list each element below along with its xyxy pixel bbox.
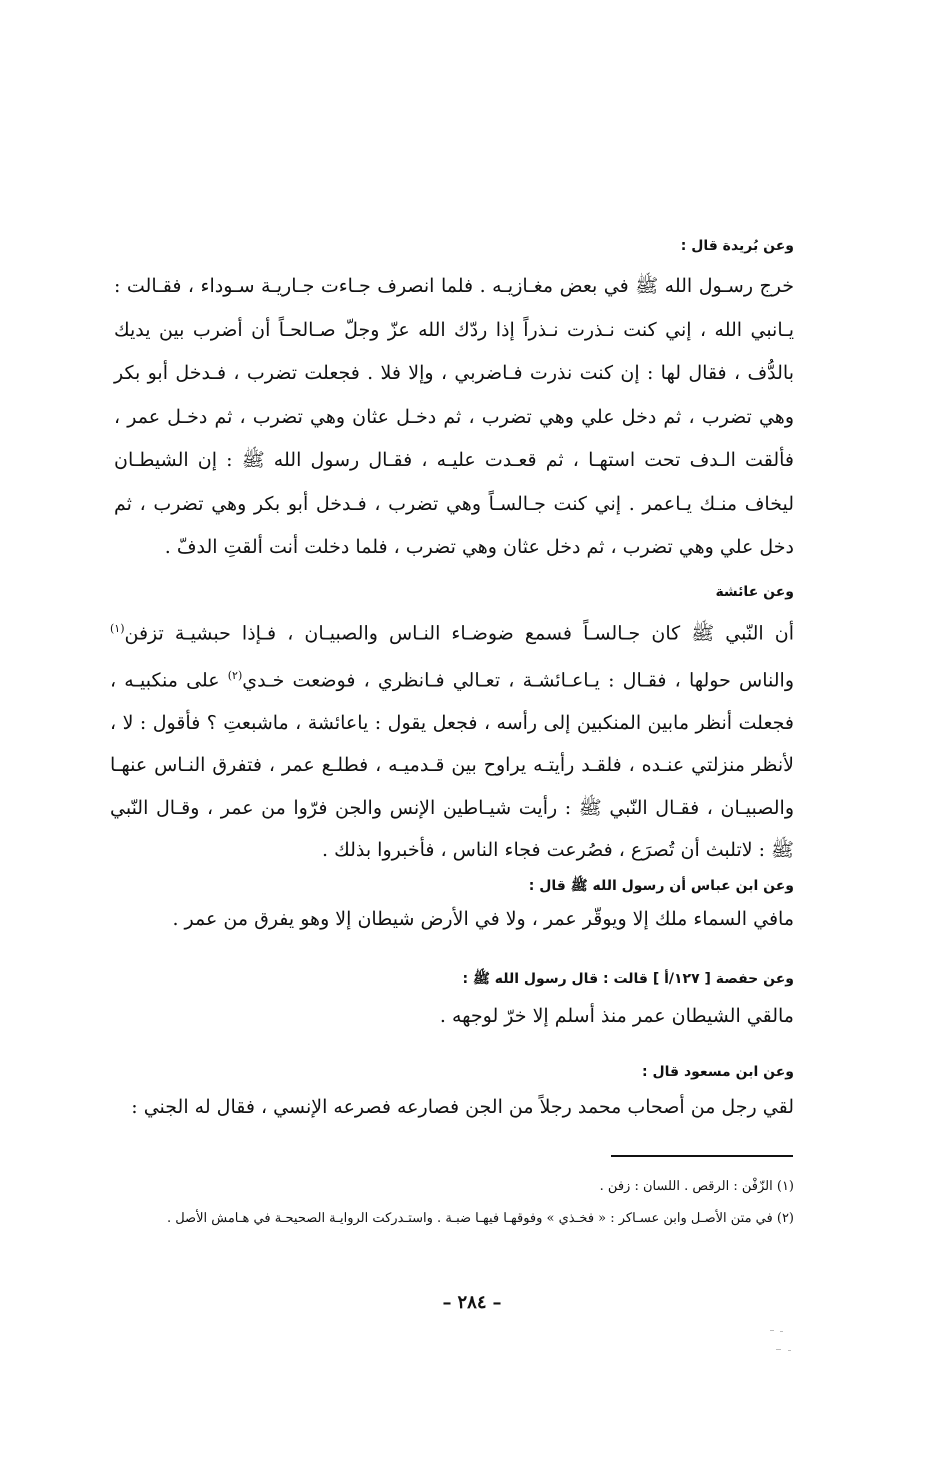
footnote-2: (٢) في متن الأصـل وابن عسـاكر : « فخـذي » وفوقهـا فيهـا ضبـة . واستـدركت الروايـة الصحيحـة في هـامش الأصل . [166,1211,794,1226]
section-body-ibn-masud: لقي رجل من أصحاب محمد رجلاً من الجن فصارعه فصرعه الإنسي ، فقال له الجني : [131,1096,794,1118]
page-number-value: ٢٨٤ [457,1292,487,1313]
section-body-hafsa: مالقي الشيطان عمر منذ أسلم إلا خرّ لوجهه . [439,1005,794,1027]
scan-speck [788,1350,791,1351]
section-body-aisha [110,608,794,872]
scan-speck [770,1330,774,1331]
footnote-separator [611,1155,793,1157]
section-heading-buraida: وعن بُريدة قال : [680,238,794,254]
section-heading-ibn-abbas: وعن ابن عباس أن رسول الله ﷺ قال : [528,878,794,894]
footnote-marker-1: (١) [110,622,125,635]
scan-speck [776,1349,781,1350]
page-number [0,1292,944,1313]
section-heading-hafsa: وعن حفصة [ ١٢٧/أ ] قالت : قال رسول الله ﷺ : [462,971,794,987]
aisha-text-part-3: على منكبيـه ، فجعلت أنظر مابين المنكبين إلى رأسه ، فجعل يقول : ياعائشة ، ماشبعتِ ؟ فأقول : لا ، لأنظر منزلتي عنـده ، فلقـد رأيتـه يراوح بين قـدميـه ، فطلـع عمر ، فتفرق النـاس عنهـا والصبيـان ، فقـال النّبي ﷺ : رأيت شيـاطين الإنس والجن فرّوا من عمر ، وقـال النّبي ﷺ : لاتلبث أن تُصرَع ، فصُرعت فجاء الناس ، فأخبروا بذلك . [110,669,794,862]
aisha-text-part-1: أن النّبي ﷺ كان جـالسـاً فسمع ضوضـاء النـاس والصبيـان ، فـإذا حبشيـة تزفن [124,622,794,645]
section-heading-aisha: وعن عائشة [715,584,794,600]
page-number-dash-left: – [492,1292,502,1313]
footnote-marker-2: (٢) [227,668,243,682]
section-body-buraida: خرج رسـول الله ﷺ في بعض مغـازيـه . فلما انصرف جـاءت جـاريـة سـوداء ، فقـالت : يـانبي الله ، إني كنت نـذرت نـذراً إذا ردّك الله عزّ وجلّ صـالحـاً أن أضرب بين يديك بالدُّف ، فقال لها : إن كنت نذرت فـاضربي ، وإلا فلا . فجعلت تضرب ، فـدخل أبو بكر وهي تضرب ، ثم دخل علي وهي تضرب ، ثم دخـل عثان وهي تضرب ، ثم دخـل عمر ، فألقت الـدف تحت استهـا ، ثم قعـدت عليـه ، فقـال رسول الله ﷺ : إن الشيطـان ليخاف منـك يـاعمر . إني كنت جـالسـاً وهي تضرب ، فـدخل أبو بكر وهي تضرب ، ثم دخل علي وهي تضرب ، ثم دخل عثان وهي تضرب ، فلما دخلت أنت ألقتِ الدفّ . [114,275,794,558]
page-number-dash-right: – [442,1292,452,1313]
footnote-1: (١) الزّفْن : الرقص . اللسان : زفن . [599,1179,794,1194]
aisha-text-part-2: والناس حولها ، فقـال : يـاعـائشـة ، تعـالي فـانظري ، فوضعت خـدي [242,669,794,692]
section-heading-ibn-masud: وعن ابن مسعود قال : [642,1064,794,1080]
scan-speck [780,1331,783,1332]
section-body-ibn-abbas: مافي السماء ملك إلا ويوقّر عمر ، ولا في الأرض شيطان إلا وهو يفرق من عمر . [172,908,794,930]
